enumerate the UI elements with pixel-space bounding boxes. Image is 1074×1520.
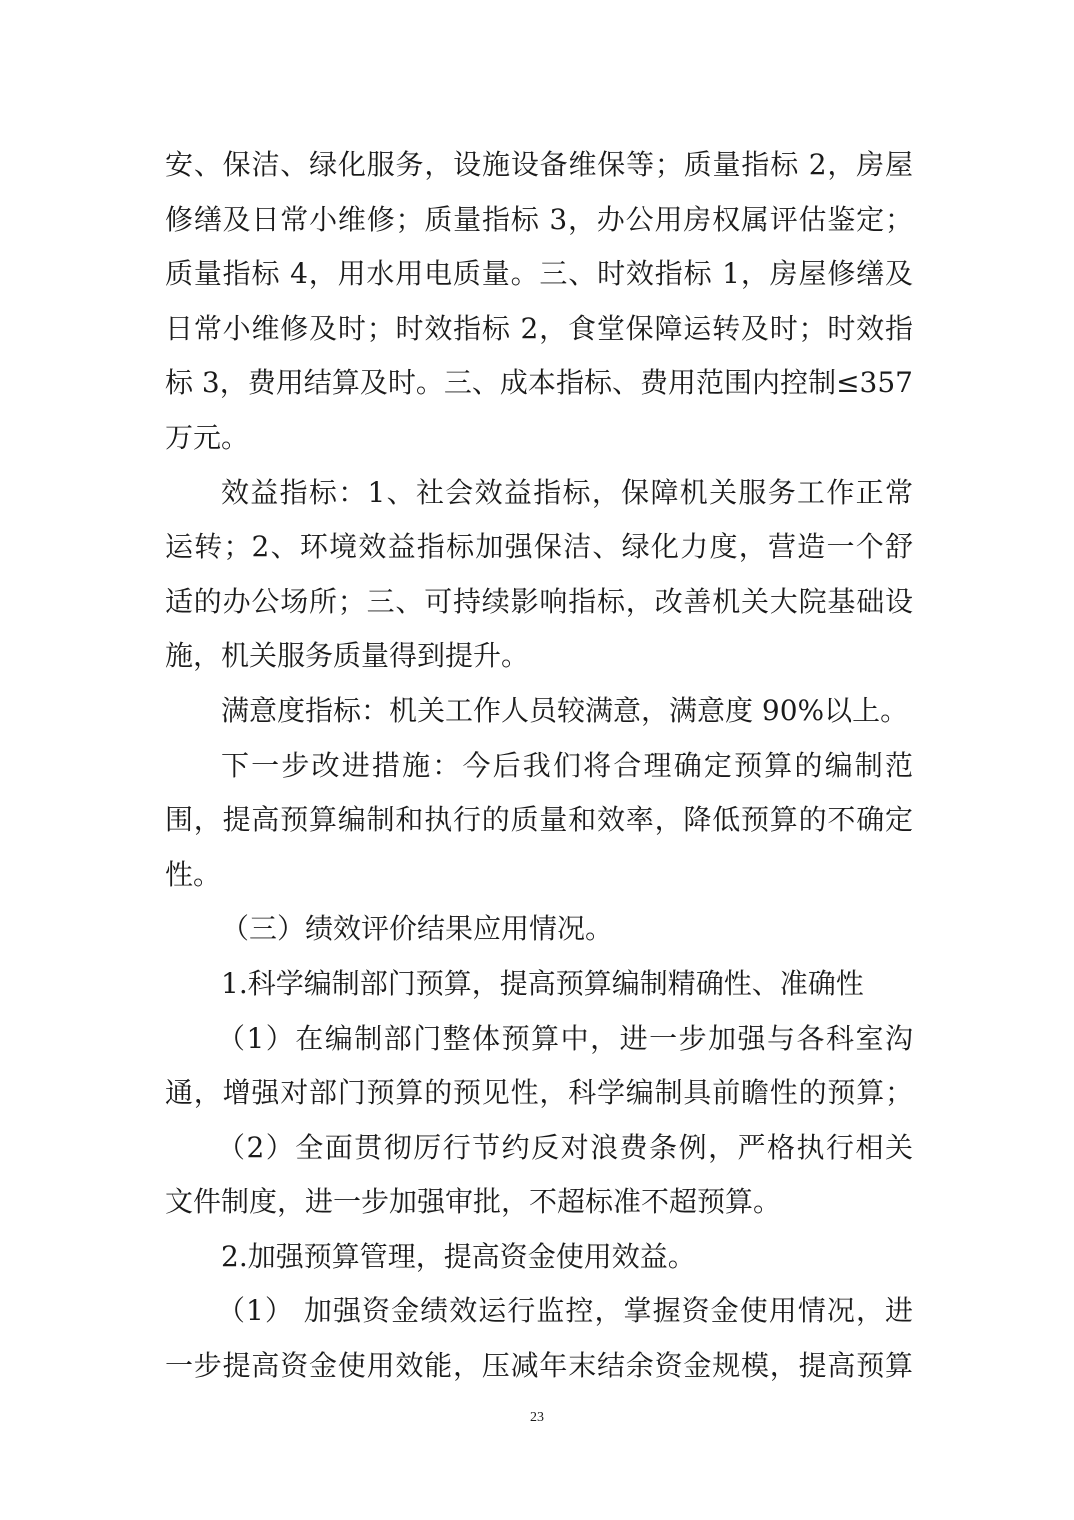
- text-line: 围，提高预算编制和执行的质量和效率，降低预算的不确定: [165, 803, 913, 837]
- text-line: 质量指标 4，用水用电质量。三、时效指标 1，房屋修缮及: [165, 257, 913, 291]
- text-line: 效益指标：1、社会效益指标，保障机关服务工作正常: [221, 475, 913, 509]
- text-line: 适的办公场所；三、可持续影响指标，改善机关大院基础设: [165, 584, 913, 618]
- text-line: （1）在编制部门整体预算中，进一步加强与各科室沟: [217, 1021, 913, 1055]
- text-line: （2）全面贯彻厉行节约反对浪费条例，严格执行相关: [217, 1130, 913, 1164]
- document-body: [165, 138, 913, 1394]
- text-line: 运转；2、环境效益指标加强保洁、绿化力度，营造一个舒: [165, 530, 913, 564]
- text-line: 标 3，费用结算及时。三、成本指标、费用范围内控制≤357: [165, 366, 913, 400]
- text-line: 满意度指标：机关工作人员较满意，满意度 90%以上。: [221, 693, 909, 727]
- text-line: 文件制度，进一步加强审批，不超标准不超预算。: [165, 1185, 782, 1219]
- text-line: 通，增强对部门预算的预见性，科学编制具前瞻性的预算；: [165, 1076, 913, 1110]
- page-number: 23: [530, 1410, 544, 1425]
- text-line: 一步提高资金使用效能，压减年末结余资金规模，提高预算: [165, 1349, 913, 1383]
- section-heading: （三）绩效评价结果应用情况。: [221, 912, 614, 946]
- text-line: 安、保洁、绿化服务，设施设备维保等；质量指标 2，房屋: [165, 148, 913, 181]
- text-line: 下一步改进措施：今后我们将合理确定预算的编制范: [221, 748, 913, 782]
- text-line: 施，机关服务质量得到提升。: [165, 639, 530, 673]
- text-line: 万元。: [165, 420, 250, 454]
- text-line: 性。: [165, 857, 222, 891]
- text-line: 日常小维修及时；时效指标 2，食堂保障运转及时；时效指: [165, 311, 913, 345]
- subsection-heading: 2.加强预算管理，提高资金使用效益。: [221, 1239, 696, 1273]
- text-line: （1） 加强资金绩效运行监控，掌握资金使用情况，进: [217, 1294, 913, 1328]
- subsection-heading: 1.科学编制部门预算，提高预算编制精确性、准确性: [221, 966, 864, 1000]
- text-line: 修缮及日常小维修；质量指标 3，办公用房权属评估鉴定；: [165, 202, 913, 236]
